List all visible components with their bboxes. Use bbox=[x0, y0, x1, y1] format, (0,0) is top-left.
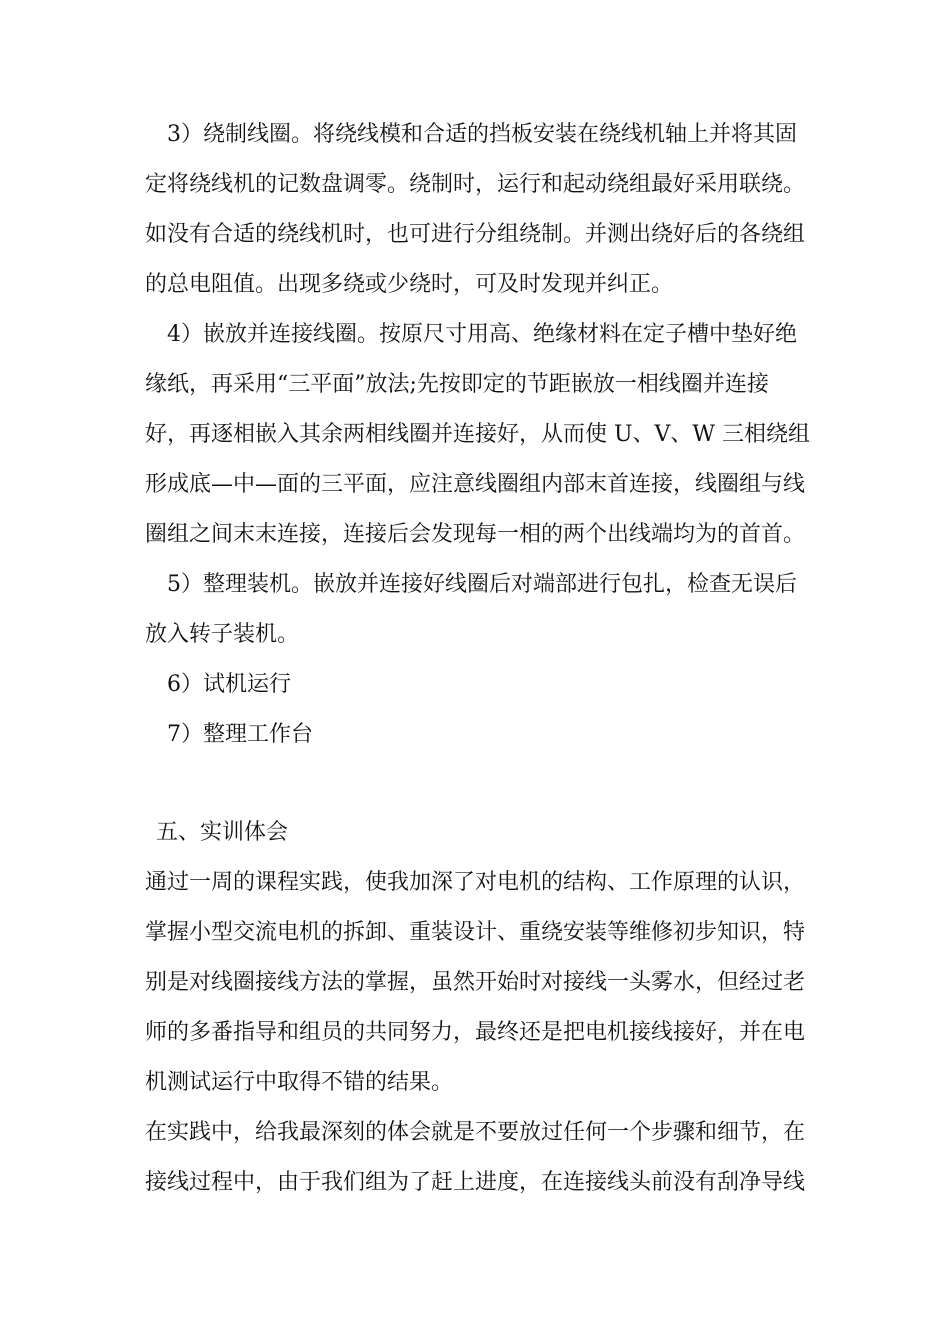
para1-line-1: 通过一周的课程实践，使我加深了对电机的结构、工作原理的认识， bbox=[145, 870, 806, 895]
step4-line-1: 4）嵌放并连接线圈。按原尺寸用高、绝缘材料在定子槽中垫好绝 bbox=[167, 322, 797, 347]
step3-line-1: 3）绕制线圈。将绕线模和合适的挡板安装在绕线机轴上并将其固 bbox=[167, 122, 797, 147]
para1-line-3: 别是对线圈接线方法的掌握，虽然开始时对接线一头雾水，但经过老 bbox=[145, 970, 806, 995]
step4-line-3: 好，再逐相嵌入其余两相线圈并连接好，从而使 U、V、W 三相绕组 bbox=[145, 422, 811, 447]
step4-line-2: 缘纸，再采用“三平面”放法;先按即定的节距嵌放一相线圈并连接 bbox=[145, 372, 769, 397]
para1-line-5: 机测试运行中取得不错的结果。 bbox=[145, 1070, 454, 1095]
step5-line-1: 5）整理装机。嵌放并连接好线圈后对端部进行包扎，检查无误后 bbox=[167, 572, 797, 597]
step5-line-2: 放入转子装机。 bbox=[145, 622, 300, 647]
step3-line-3: 如没有合适的绕线机时，也可进行分组绕制。并测出绕好后的各绕组 bbox=[145, 222, 806, 247]
step3-line-2: 定将绕线机的记数盘调零。绕制时，运行和起动绕组最好采用联绕。 bbox=[145, 172, 806, 197]
para2-line-1: 在实践中，给我最深刻的体会就是不要放过任何一个步骤和细节，在 bbox=[145, 1120, 806, 1145]
para1-line-4: 师的多番指导和组员的共同努力，最终还是把电机接线接好，并在电 bbox=[145, 1020, 806, 1045]
para1-line-2: 掌握小型交流电机的拆卸、重装设计、重绕安装等维修初步知识，特 bbox=[145, 920, 806, 945]
para2-line-2: 接线过程中，由于我们组为了赶上进度，在连接线头前没有刮净导线 bbox=[145, 1170, 806, 1195]
step4-line-4: 形成底—中—面的三平面，应注意线圈组内部末首连接，线圈组与线 bbox=[145, 472, 806, 497]
step7-line: 7）整理工作台 bbox=[167, 722, 313, 747]
section-heading: 五、实训体会 bbox=[156, 820, 289, 845]
step3-line-4: 的总电阻值。出现多绕或少绕时，可及时发现并纠正。 bbox=[145, 272, 674, 297]
step6-line: 6）试机运行 bbox=[167, 672, 291, 697]
step4-line-5: 圈组之间末末连接，连接后会发现每一相的两个出线端均为的首首。 bbox=[145, 522, 806, 547]
